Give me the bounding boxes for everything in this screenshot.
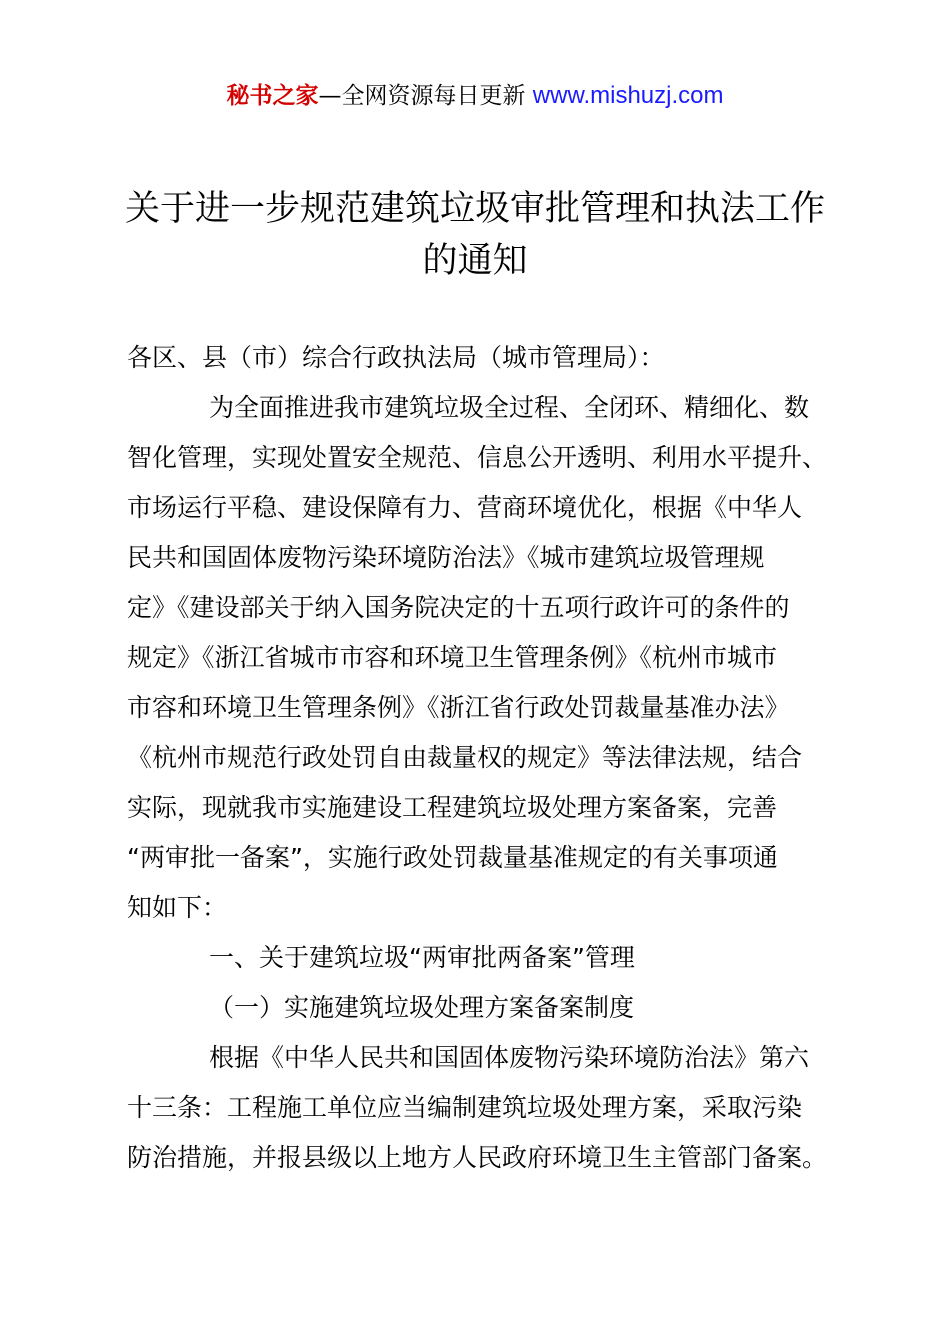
paragraph-line: 民共和国固体废物污染环境防治法》《城市建筑垃圾管理规 [127,543,765,572]
paragraph-line: 为全面推进我市建筑垃圾全过程、全闭环、精细化、数 [209,393,810,422]
site-tagline: —全网资源每日更新 [318,83,533,109]
site-url-link[interactable]: www.mishuzj.com [532,82,724,109]
salutation: 各区、县（市）综合行政执法局（城市管理局）： [127,343,665,372]
paragraph-line: 智化管理，实现处置安全规范、信息公开透明、利用水平提升、 [127,443,828,472]
paragraph-line: 定》《建设部关于纳入国务院决定的十五项行政许可的条件的 [127,593,790,622]
title-line-1: 关于进一步规范建筑垃圾审批管理和执法工作 [124,189,825,229]
paragraph-line: 知如下： [127,893,228,922]
site-brand: 秘书之家 [226,83,319,109]
paragraph-line: 根据《中华人民共和国固体废物污染环境防治法》第六 [209,1043,810,1072]
document-body [127,333,837,1183]
paragraph-line: 市容和环境卫生管理条例》《浙江省行政处罚裁量基准办法》 [127,693,790,722]
document-title [100,183,850,287]
paragraph-line: 十三条：工程施工单位应当编制建筑垃圾处理方案，采取污染 [127,1093,803,1122]
paragraph-line: 实际，现就我市实施建设工程建筑垃圾处理方案备案，完善 [127,793,778,822]
paragraph-line: 规定》《浙江省城市市容和环境卫生管理条例》《杭州市城市 [127,643,778,672]
paragraph-line: 《杭州市规范行政处罚自由裁量权的规定》等法律法规，结合 [127,743,803,772]
subsection-heading: （一）实施建筑垃圾处理方案备案制度 [209,993,635,1022]
title-line-2: 的通知 [422,241,528,281]
paragraph-line: 防治措施，并报县级以上地方人民政府环境卫生主管部门备案。 [127,1143,828,1172]
paragraph-line: 市场运行平稳、建设保障有力、营商环境优化，根据《中华人 [127,493,803,522]
site-header [0,80,950,112]
section-heading: 一、关于建筑垃圾“两审批两备案”管理 [209,943,635,972]
paragraph-line: “两审批一备案”，实施行政处罚裁量基准规定的有关事项通 [127,843,778,872]
